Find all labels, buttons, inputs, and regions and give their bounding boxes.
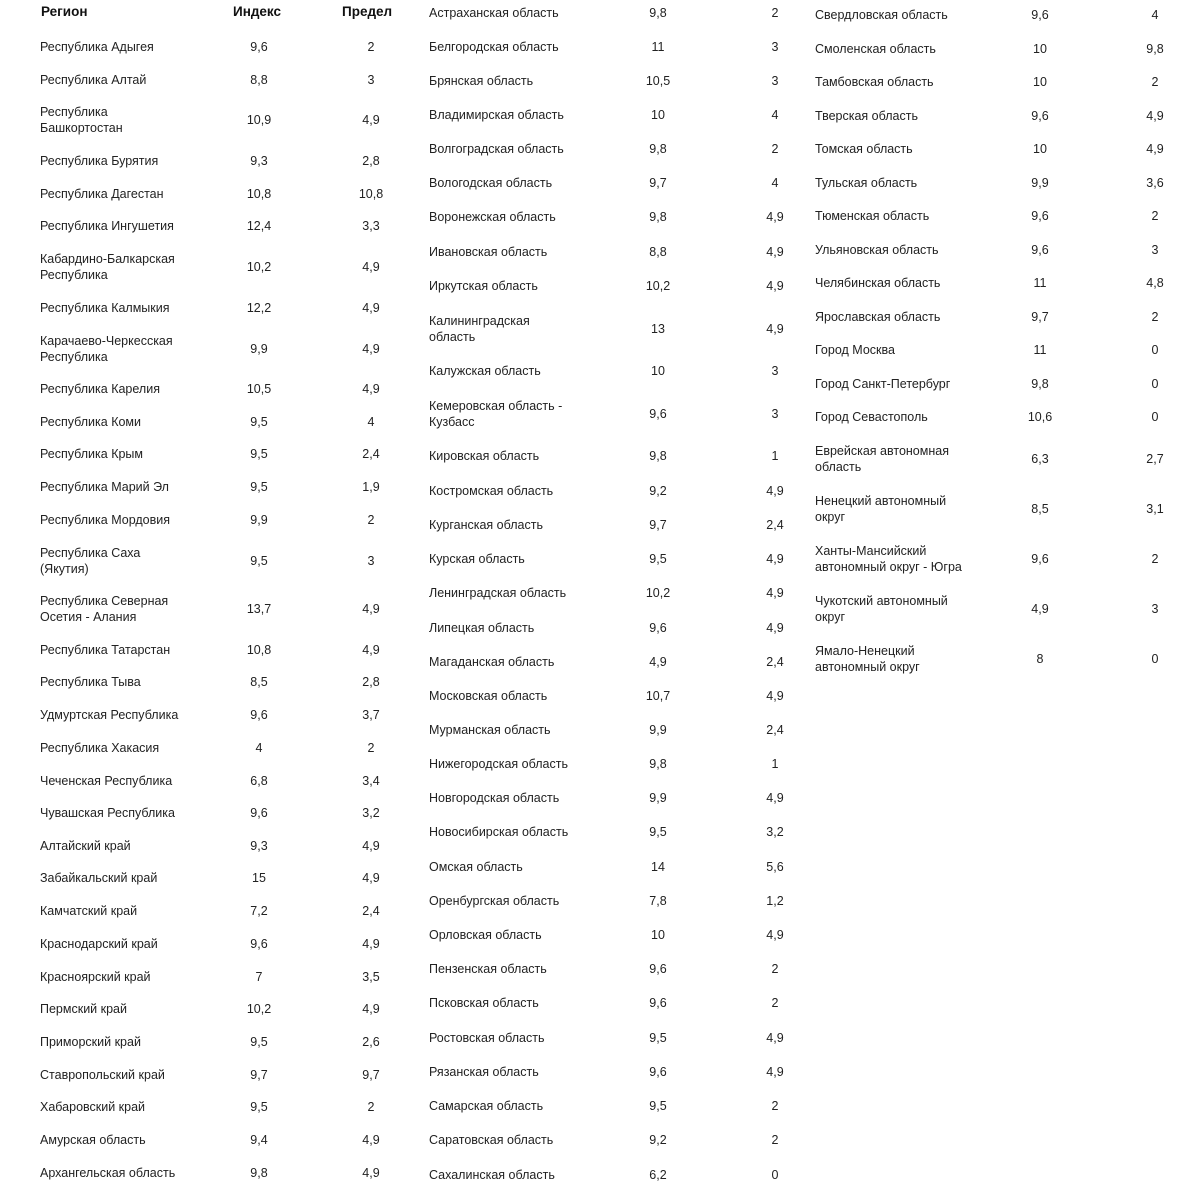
limit-value: 4,9	[766, 484, 784, 498]
limit-value: 2,4	[766, 723, 784, 737]
table-column-2	[400, 0, 795, 1200]
index-value: 10	[651, 928, 665, 942]
limit-value: 4,9	[362, 1166, 380, 1180]
limit-value: 4,9	[362, 937, 380, 951]
limit-value: 3,2	[362, 806, 380, 820]
limit-value: 4,9	[362, 113, 380, 127]
limit-value: 2,4	[362, 447, 380, 461]
limit-value: 5,6	[766, 860, 784, 874]
index-value: 10,2	[645, 586, 671, 600]
index-value: 9,9	[250, 342, 268, 356]
index-value: 9,9	[250, 513, 268, 527]
index-value: 9,5	[250, 1035, 268, 1049]
region-name: Еврейская автономная область	[815, 444, 949, 474]
index-value: 9,7	[250, 1068, 268, 1082]
index-value: 9,7	[649, 176, 667, 190]
region-name: Рязанская область	[429, 1065, 539, 1079]
region-name: Республика Саха (Якутия)	[40, 546, 141, 576]
region-name: Мурманская область	[429, 723, 551, 737]
region-name: Белгородская область	[429, 40, 559, 54]
limit-value: 2	[771, 1099, 779, 1113]
region-name: Пермский край	[40, 1002, 127, 1016]
index-value: 10,8	[246, 643, 272, 657]
region-name: Республика Марий Эл	[40, 480, 169, 494]
region-name: Хабаровский край	[40, 1100, 146, 1114]
limit-value: 4,9	[362, 382, 380, 396]
region-name: Ямало-Ненецкий автономный округ	[815, 644, 920, 674]
limit-value: 4,9	[766, 586, 784, 600]
index-value: 11	[651, 40, 665, 54]
limit-value: 9,8	[1146, 42, 1164, 56]
limit-value: 2	[771, 962, 779, 976]
index-value: 9,6	[649, 1065, 667, 1079]
index-value: 4	[255, 741, 263, 755]
region-name: Республика Калмыкия	[40, 301, 170, 315]
header-index: Индекс	[233, 4, 282, 19]
limit-value: 2	[367, 40, 375, 54]
limit-value: 4,9	[766, 552, 784, 566]
region-name: Республика Адыгея	[40, 40, 154, 54]
index-value: 9,9	[649, 723, 667, 737]
index-value: 9,6	[1031, 552, 1049, 566]
limit-value: 4	[771, 108, 779, 122]
limit-value: 2	[771, 6, 779, 20]
limit-value: 3,5	[362, 970, 380, 984]
limit-value: 3	[367, 73, 375, 87]
limit-value: 4,9	[766, 279, 784, 293]
limit-value: 4,9	[362, 602, 380, 616]
limit-value: 4,9	[1146, 109, 1164, 123]
region-name: Свердловская область	[815, 8, 948, 22]
limit-value: 2	[1151, 209, 1159, 223]
region-name: Республика Бурятия	[40, 154, 159, 168]
region-name: Республика Коми	[40, 415, 142, 429]
index-value: 11	[1033, 276, 1047, 290]
index-value: 8,5	[250, 675, 268, 689]
region-name: Камчатский край	[40, 904, 138, 918]
index-value: 8,8	[649, 245, 667, 259]
index-value: 10,8	[246, 187, 272, 201]
limit-value: 3,4	[362, 774, 380, 788]
limit-value: 2	[367, 1100, 375, 1114]
limit-value: 1	[771, 757, 779, 771]
index-value: 14	[651, 860, 665, 874]
index-value: 9,5	[250, 554, 268, 568]
index-value: 9,6	[250, 806, 268, 820]
limit-value: 0	[1151, 377, 1159, 391]
index-value: 10	[1033, 142, 1047, 156]
region-name: Республика Мордовия	[40, 513, 170, 527]
region-name: Республика Крым	[40, 447, 144, 461]
index-value: 10	[651, 108, 665, 122]
limit-value: 2	[771, 142, 779, 156]
index-value: 9,6	[250, 40, 268, 54]
index-value: 10	[1033, 42, 1047, 56]
region-name: Чеченская Республика	[40, 774, 173, 788]
index-value: 9,2	[649, 484, 667, 498]
index-value: 9,5	[649, 1031, 667, 1045]
region-name: Псковская область	[429, 996, 539, 1010]
table-column-1	[0, 0, 400, 1200]
region-name: Вологодская область	[429, 176, 553, 190]
region-name: Кабардино-Балкарская Республика	[40, 252, 175, 282]
index-value: 8,5	[1031, 502, 1049, 516]
limit-value: 3	[771, 407, 779, 421]
region-name: Ленинградская область	[429, 586, 567, 600]
region-name: Архангельская область	[40, 1166, 176, 1180]
region-name: Ульяновская область	[815, 243, 939, 257]
limit-value: 2,6	[362, 1035, 380, 1049]
limit-value: 4,9	[766, 928, 784, 942]
region-name: Оренбургская область	[429, 894, 560, 908]
region-name: Забайкальский край	[40, 871, 158, 885]
index-value: 9,8	[1031, 377, 1049, 391]
index-value: 10,5	[645, 74, 671, 88]
region-name: Чукотский автономный округ	[815, 594, 948, 624]
limit-value: 1	[771, 449, 779, 463]
index-value: 10,6	[1027, 410, 1053, 424]
index-value: 9,5	[649, 825, 667, 839]
index-value: 15	[252, 871, 266, 885]
index-value: 10	[651, 364, 665, 378]
region-name: Омская область	[429, 860, 523, 874]
index-value: 9,2	[649, 1133, 667, 1147]
region-name: Красноярский край	[40, 970, 151, 984]
limit-value: 3	[1151, 602, 1159, 616]
region-name: Республика Башкортостан	[40, 105, 123, 135]
region-name: Воронежская область	[429, 210, 556, 224]
limit-value: 1,2	[766, 894, 784, 908]
limit-value: 3	[771, 74, 779, 88]
region-name: Саратовская область	[429, 1133, 554, 1147]
index-value: 9,8	[649, 757, 667, 771]
index-value: 10,7	[645, 689, 671, 703]
region-name: Астраханская область	[429, 6, 559, 20]
limit-value: 9,7	[362, 1068, 380, 1082]
index-value: 6,2	[649, 1168, 667, 1182]
index-value: 7,2	[250, 904, 268, 918]
region-name: Алтайский край	[40, 839, 131, 853]
index-value: 9,6	[1031, 109, 1049, 123]
limit-value: 4	[367, 415, 375, 429]
limit-value: 2	[771, 996, 779, 1010]
limit-value: 3	[367, 554, 375, 568]
region-name: Республика Татарстан	[40, 643, 171, 657]
index-value: 10	[1033, 75, 1047, 89]
limit-value: 4,9	[362, 301, 380, 315]
limit-value: 4,9	[766, 245, 784, 259]
region-name: Ярославская область	[815, 310, 941, 324]
index-value: 9,7	[1031, 310, 1049, 324]
limit-value: 4,9	[766, 1031, 784, 1045]
index-value: 9,3	[250, 839, 268, 853]
limit-value: 2,8	[362, 154, 380, 168]
region-name: Кемеровская область - Кузбасс	[429, 399, 563, 429]
index-value: 10,2	[246, 1002, 272, 1016]
limit-value: 3,1	[1146, 502, 1164, 516]
limit-value: 2	[367, 741, 375, 755]
index-value: 9,8	[649, 210, 667, 224]
index-value: 8,8	[250, 73, 268, 87]
limit-value: 4,9	[766, 1065, 784, 1079]
index-value: 9,9	[1031, 176, 1049, 190]
limit-value: 4,9	[362, 1133, 380, 1147]
index-value: 4,9	[1031, 602, 1049, 616]
region-name: Ивановская область	[429, 245, 548, 259]
region-name: Томская область	[815, 142, 913, 156]
limit-value: 3,6	[1146, 176, 1164, 190]
region-name: Карачаево-Черкесская Республика	[40, 334, 173, 364]
limit-value: 3	[771, 40, 779, 54]
limit-value: 0	[771, 1168, 779, 1182]
region-name: Кировская область	[429, 449, 540, 463]
index-value: 8	[1036, 652, 1044, 666]
region-name: Тульская область	[815, 176, 918, 190]
region-name: Брянская область	[429, 74, 534, 88]
limit-value: 1,9	[362, 480, 380, 494]
limit-value: 0	[1151, 410, 1159, 424]
region-name: Липецкая область	[429, 621, 535, 635]
limit-value: 0	[1151, 652, 1159, 666]
region-name: Магаданская область	[429, 655, 555, 669]
index-value: 10,5	[246, 382, 272, 396]
limit-value: 2	[367, 513, 375, 527]
index-value: 4,9	[649, 655, 667, 669]
index-value: 10,2	[246, 260, 272, 274]
region-name: Костромская область	[429, 484, 554, 498]
index-value: 9,7	[649, 518, 667, 532]
region-name: Тамбовская область	[815, 75, 934, 89]
region-name: Чувашская Республика	[40, 806, 175, 820]
region-name: Удмуртская Республика	[40, 708, 179, 722]
index-value: 9,8	[649, 6, 667, 20]
index-value: 9,6	[250, 708, 268, 722]
region-name: Ростовская область	[429, 1031, 545, 1045]
region-name: Калининградская область	[429, 314, 530, 344]
index-value: 6,8	[250, 774, 268, 788]
limit-value: 2,8	[362, 675, 380, 689]
limit-value: 4,9	[766, 322, 784, 336]
region-name: Смоленская область	[815, 42, 936, 56]
index-value: 9,6	[1031, 8, 1049, 22]
index-value: 6,3	[1031, 452, 1049, 466]
index-value: 9,8	[649, 449, 667, 463]
region-name: Республика Северная Осетия - Алания	[40, 594, 169, 624]
region-name: Владимирская область	[429, 108, 564, 122]
region-name: Приморский край	[40, 1035, 141, 1049]
index-value: 9,6	[649, 621, 667, 635]
index-value: 9,5	[649, 1099, 667, 1113]
region-name: Курская область	[429, 552, 525, 566]
region-name: Новгородская область	[429, 791, 560, 805]
limit-value: 4,9	[362, 1002, 380, 1016]
region-name: Республика Карелия	[40, 382, 160, 396]
limit-value: 4,8	[1146, 276, 1164, 290]
limit-value: 2,7	[1146, 452, 1164, 466]
region-name: Республика Алтай	[40, 73, 147, 87]
limit-value: 2,4	[766, 655, 784, 669]
limit-value: 10,8	[358, 187, 384, 201]
index-value: 9,6	[649, 407, 667, 421]
limit-value: 2,4	[766, 518, 784, 532]
index-value: 12,4	[246, 219, 272, 233]
limit-value: 4,9	[362, 871, 380, 885]
limit-value: 3,3	[362, 219, 380, 233]
region-name: Челябинская область	[815, 276, 941, 290]
region-name: Ставропольский край	[40, 1068, 165, 1082]
limit-value: 4,9	[1146, 142, 1164, 156]
region-name: Иркутская область	[429, 279, 538, 293]
limit-value: 4	[1151, 8, 1159, 22]
limit-value: 0	[1151, 343, 1159, 357]
region-name: Республика Тыва	[40, 675, 141, 689]
limit-value: 3,2	[766, 825, 784, 839]
index-value: 9,9	[649, 791, 667, 805]
region-name: Город Севастополь	[815, 410, 928, 424]
index-value: 9,6	[250, 937, 268, 951]
index-value: 10,2	[645, 279, 671, 293]
index-value: 7,8	[649, 894, 667, 908]
region-name: Новосибирская область	[429, 825, 569, 839]
limit-value: 4,9	[766, 621, 784, 635]
index-value: 9,8	[649, 142, 667, 156]
limit-value: 4,9	[362, 260, 380, 274]
header-region: Регион	[41, 4, 88, 19]
limit-value: 4,9	[362, 643, 380, 657]
index-value: 9,6	[1031, 243, 1049, 257]
region-name: Амурская область	[40, 1133, 146, 1147]
limit-value: 2	[1151, 75, 1159, 89]
region-name: Ханты-Мансийский автономный округ - Югра	[815, 544, 962, 574]
region-name: Республика Хакасия	[40, 741, 160, 755]
index-value: 13	[651, 322, 665, 336]
region-name: Тюменская область	[815, 209, 930, 223]
index-value: 11	[1033, 343, 1047, 357]
index-value: 9,8	[250, 1166, 268, 1180]
header-limit: Предел	[342, 4, 393, 19]
region-name: Курганская область	[429, 518, 543, 532]
region-name: Нижегородская область	[429, 757, 568, 771]
region-name: Краснодарский край	[40, 937, 158, 951]
limit-value: 2	[1151, 310, 1159, 324]
limit-value: 4	[771, 176, 779, 190]
limit-value: 2,4	[362, 904, 380, 918]
index-value: 7	[255, 970, 263, 984]
region-name: Ненецкий автономный округ	[815, 494, 947, 524]
limit-value: 3,7	[362, 708, 380, 722]
region-name: Калужская область	[429, 364, 541, 378]
index-value: 10,9	[246, 113, 272, 127]
region-name: Самарская область	[429, 1099, 544, 1113]
region-name: Волгоградская область	[429, 142, 564, 156]
limit-value: 4,9	[362, 839, 380, 853]
index-value: 12,2	[246, 301, 272, 315]
region-name: Московская область	[429, 689, 548, 703]
index-value: 9,6	[649, 962, 667, 976]
limit-value: 4,9	[766, 689, 784, 703]
index-value: 9,5	[649, 552, 667, 566]
region-name: Тверская область	[815, 109, 918, 123]
index-value: 9,6	[1031, 209, 1049, 223]
index-value: 9,5	[250, 415, 268, 429]
index-value: 9,5	[250, 447, 268, 461]
limit-value: 4,9	[362, 342, 380, 356]
index-value: 13,7	[246, 602, 272, 616]
region-name: Город Санкт-Петербург	[815, 377, 951, 391]
region-name: Сахалинская область	[429, 1168, 555, 1182]
limit-value: 3	[1151, 243, 1159, 257]
limit-value: 3	[771, 364, 779, 378]
limit-value: 2	[771, 1133, 779, 1147]
limit-value: 4,9	[766, 791, 784, 805]
index-value: 9,5	[250, 480, 268, 494]
region-name: Город Москва	[815, 343, 895, 357]
region-name: Республика Ингушетия	[40, 219, 174, 233]
limit-value: 4,9	[766, 210, 784, 224]
index-value: 9,4	[250, 1133, 268, 1147]
limit-value: 2	[1151, 552, 1159, 566]
index-value: 9,5	[250, 1100, 268, 1114]
index-value: 9,6	[649, 996, 667, 1010]
index-value: 9,3	[250, 154, 268, 168]
table-column-3	[795, 0, 1200, 1200]
region-name: Орловская область	[429, 928, 542, 942]
region-name: Республика Дагестан	[40, 187, 164, 201]
region-name: Пензенская область	[429, 962, 547, 976]
